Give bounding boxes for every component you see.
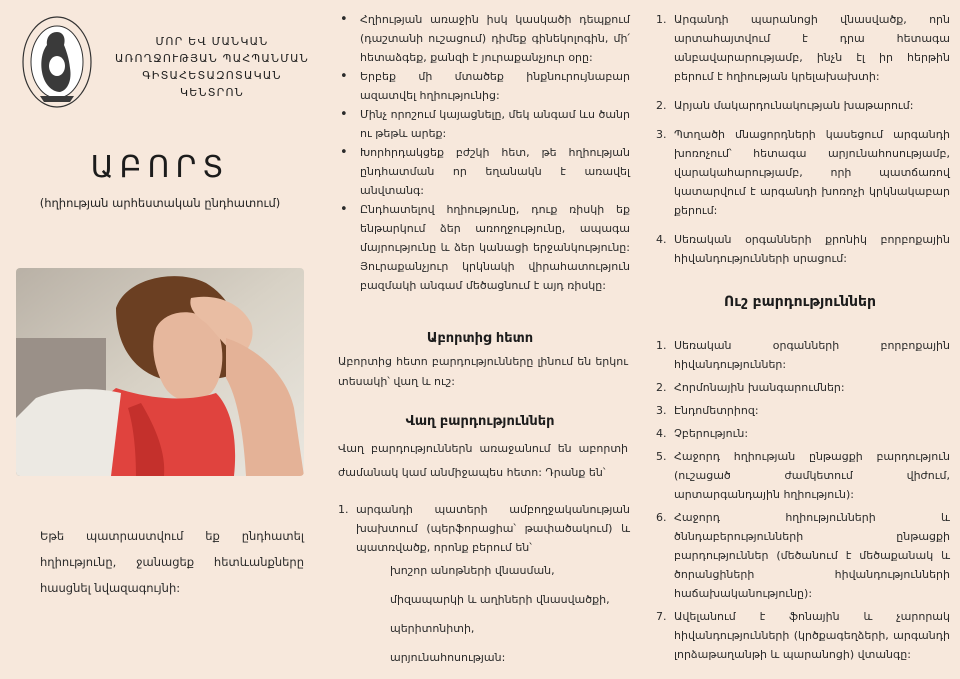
item-number: 1. [656,339,667,352]
list-item [656,230,950,268]
list-item [656,10,950,86]
item-number: 4. [656,233,667,246]
panel-middle [320,0,640,679]
list-item [656,125,950,220]
list-item: միզապարկի և աղիների վնասվածքի, [390,593,610,606]
early-complications-text: Վաղ բարդություններն առաջանում են աբորտի ժամանակ կամ անմիջապես հետո: Դրանք են՝ [338,442,628,479]
panel-cover [0,0,320,679]
list-item: • Հղիության առաջին իսկ կասկածի դեպքում (դաշտանի ուշացում) դիմեք գինեկոլոգին, մի՛ հետաձգեք, քանզի է յուրաքանչյուր օրը: [338,10,630,67]
document-subtitle: (հղիության արհեստական ընդհատում) [39,196,281,210]
panel-right [640,0,960,679]
early-complications-list [338,500,630,557]
item-text: Հորմոնային խանգարումներ: [674,381,845,394]
item-number: 5. [656,450,667,463]
item-number: 3. [656,404,667,417]
intro-paragraph: Եթե պատրաստվում եք ընդհատել հղիությունը, ջանացեք հետևանքները հասցնել նվազագույնի: [40,529,304,595]
woman-photo [16,268,304,476]
list-item [338,500,630,557]
list-item [656,607,950,664]
organization-name [112,33,312,101]
heading-early-complications: Վաղ բարդություններ [405,414,555,429]
list-item [656,378,950,397]
item-text: Ավելանում է ֆոնային և չարորակ հիվանդությունների (կրծքագեղձերի, արգանդի լորձաթաղանթի և պարանոցի) վտանգը: [674,610,950,661]
item-number: 2. [656,99,667,112]
heading-after-abortion: Աբորտից հետո [426,331,534,346]
list-item: արյունահոսության: [390,651,506,664]
item-number: 7. [656,610,667,623]
item-number: 1. [338,503,349,516]
list-item: • Երբեք մի մտածեք ինքնուրույնաբար ազատվել հղիությունից: [338,67,630,105]
item-text: արգանդի պատերի ամբողջականության խախտում (պերֆորացիա՝ թափածակում) և պատռվածք, որոնք բերում են՝ [356,503,630,554]
item-number: 4. [656,427,667,440]
list-item [656,447,950,504]
document-title: ԱԲՈՐՏ [90,150,230,185]
item-text: Հաջորդ հղիության ընթացքի բարդություն (ուշացած ժամկետում վիժում, արտարգանդային հղիություն): [674,450,950,501]
item-number: 2. [656,381,667,394]
list-item: • Ընդհատելով հղիությունը, դուք ռիսկի եք ենթարկում ձեր առողջությունը, ապագա մայրությունը և ձեր կանացի երջանկությունը: Յուրաքանչյուր կրկնակի վիրահատություն բազմակի անգամ մեծացնում է այդ ռիսկը: [338,200,630,295]
list-item: • Մինչ որոշում կայացնելը, մեկ անգամ ևս ծանր ու թեթև արեք: [338,105,630,143]
after-abortion-text: Աբորտից հետո բարդությունները լինում են երկու տեսակի՝ վաղ և ուշ: [338,355,628,388]
item-text: Հաջորդ հղիությունների և ծննդաբերությունների ընթացքի բարդություններ (մեծանում է մեծաքանակ և ծորանցիների հիվանդությունների հաճախականությունը): [674,511,950,600]
item-number: 6. [656,511,667,524]
item-text: Էնդոմետրիոզ: [674,404,759,417]
organization-name-line: ԱՌՈՂՋՈՒԹՅԱՆ ՊԱՀՊԱՆՄԱՆ [115,52,309,65]
item-text: Չբերություն: [674,427,749,440]
item-text: Արյան մակարդունակության խաթարում: [674,99,914,112]
item-number: 1. [656,13,667,26]
heading-late-complications: Ուշ բարդություններ [724,294,876,310]
organization-name-line: ԳԻՏԱՀԵՏԱԶՈՏԱԿԱՆ ԿԵՆՏՐՈՆ [142,69,282,99]
early-complications-continued-list [656,10,950,278]
early-complications-sublist [390,556,640,672]
warnings-list [338,10,630,295]
list-item [656,508,950,603]
list-item: պերիտոնիտի, [390,622,475,635]
organization-logo [20,14,94,110]
item-text: Պտղածի մնացորդների կասեցում արգանդի խոռոչում՝ հետագա արյունահոսությամբ, վարակահարությամբ, որի պատճառով կատարվում է արգանդի խոռոչի կրկնակաբար քերում: [674,128,950,217]
item-text: Սեռական օրգանների քրոնիկ բորբոքային հիվանդությունների սրացում: [674,233,950,265]
list-item [656,401,950,420]
item-text: Սեռական օրգանների բորբոքային հիվանդություններ: [674,339,950,371]
list-item: • Խորհրդակցեք բժշկի հետ, թե հղիության ընդհատման որ եղանակն է առավել անվտանգ: [338,143,630,200]
item-text: Արգանդի պարանոցի վնասվածք, որն արտահայտվում է դրա հետագա անբավարարությամբ, ինչն էլ իր հերթին բերում է հղիության կրելախախտի: [674,13,950,83]
organization-name-line: ՄՈՐ ԵՎ ՄԱՆԿԱՆ [155,35,269,48]
list-item [656,96,950,115]
list-item: խոշոր անոթների վնասման, [390,564,555,577]
item-number: 3. [656,128,667,141]
late-complications-list [656,336,950,668]
list-item [656,424,950,443]
list-item [656,336,950,374]
